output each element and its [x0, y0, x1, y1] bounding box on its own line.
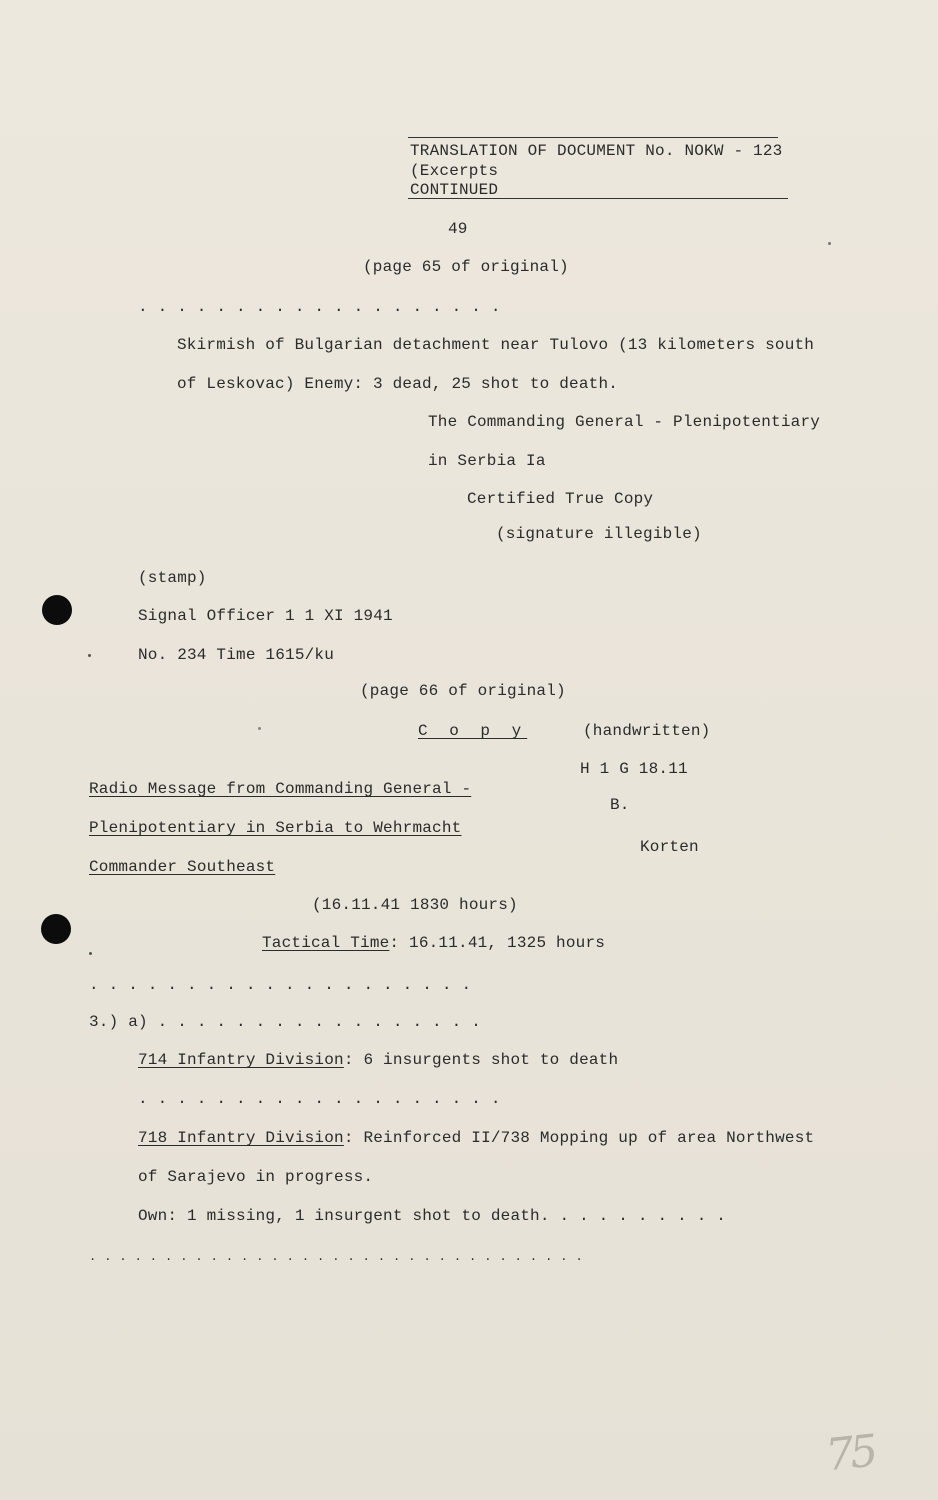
item-3a: 3.) a) . . . . . . . . . . . . . . . . . — [89, 1013, 482, 1031]
infantry-718-text: : Reinforced II/738 Mopping up of area Northwest — [343, 1129, 815, 1147]
page-number: 49 — [448, 220, 468, 238]
signature-line-1: The Commanding General - Plenipotentiary — [428, 413, 821, 431]
speck — [88, 654, 91, 657]
signature-line-2: in Serbia Ia — [428, 452, 546, 470]
header-bottom-rule — [408, 198, 788, 199]
punch-hole-top — [42, 595, 72, 625]
tactical-time — [262, 933, 605, 953]
infantry-718-line-3: Own: 1 missing, 1 insurgent shot to death. . . . . . . . . . — [138, 1207, 727, 1225]
infantry-718-label: 718 Infantry Division — [138, 1129, 344, 1147]
speck — [258, 727, 261, 730]
handwritten-line-3: Korten — [640, 838, 699, 856]
copy-label: C o p y — [418, 722, 528, 740]
dot-leader-4: . . . . . . . . . . . . . . . . . . . . . . . . . . . . . . . . . — [89, 1250, 584, 1264]
infantry-714-label: 714 Infantry Division — [138, 1051, 344, 1069]
skirmish-text-line-2: of Leskovac) Enemy: 3 dead, 25 shot to death. — [177, 375, 619, 393]
handwritten-line-1: H 1 G 18.11 — [580, 760, 688, 778]
speck — [828, 242, 831, 245]
infantry-714 — [138, 1050, 618, 1070]
dot-leader-1: . . . . . . . . . . . . . . . . . . . — [138, 298, 501, 316]
radio-message-line-2: Plenipotentiary in Serbia to Wehrmacht — [89, 819, 462, 837]
dot-leader-3: . . . . . . . . . . . . . . . . . . . — [138, 1090, 501, 1108]
handwritten-line-2: B. — [610, 796, 630, 814]
punch-hole-bottom — [41, 914, 71, 944]
infantry-718-line-2: of Sarajevo in progress. — [138, 1168, 374, 1186]
dot-leader-2: . . . . . . . . . . . . . . . . . . . . — [89, 976, 472, 994]
infantry-714-text: : 6 insurgents shot to death — [343, 1051, 619, 1069]
skirmish-text-line-1: Skirmish of Bulgarian detachment near Tulovo (13 kilometers south — [177, 336, 815, 354]
corner-page-number: 75 — [823, 1425, 877, 1482]
stamp-number: No. 234 Time 1615/ku — [138, 646, 335, 664]
signature-illegible: (signature illegible) — [496, 525, 702, 543]
infantry-718 — [138, 1128, 814, 1148]
header-line-2: (Excerpts — [410, 162, 499, 180]
radio-message-line-1: Radio Message from Commanding General - — [89, 780, 472, 798]
header-top-rule — [408, 137, 778, 138]
tactical-time-label: Tactical Time — [262, 934, 390, 952]
speck — [89, 952, 92, 955]
radio-message-line-3: Commander Southeast — [89, 858, 276, 876]
handwritten-label: (handwritten) — [583, 722, 711, 740]
page-ref-65: (page 65 of original) — [363, 258, 569, 276]
header-line-1: TRANSLATION OF DOCUMENT No. NOKW - 123 — [410, 142, 783, 160]
message-date-time: (16.11.41 1830 hours) — [312, 896, 518, 914]
header-line-3: CONTINUED — [410, 181, 499, 199]
stamp-label: (stamp) — [138, 569, 207, 587]
signal-officer: Signal Officer 1 1 XI 1941 — [138, 607, 393, 625]
page-ref-66: (page 66 of original) — [360, 682, 566, 700]
tactical-time-value: : 16.11.41, 1325 hours — [389, 934, 606, 952]
certified-copy: Certified True Copy — [467, 490, 654, 508]
